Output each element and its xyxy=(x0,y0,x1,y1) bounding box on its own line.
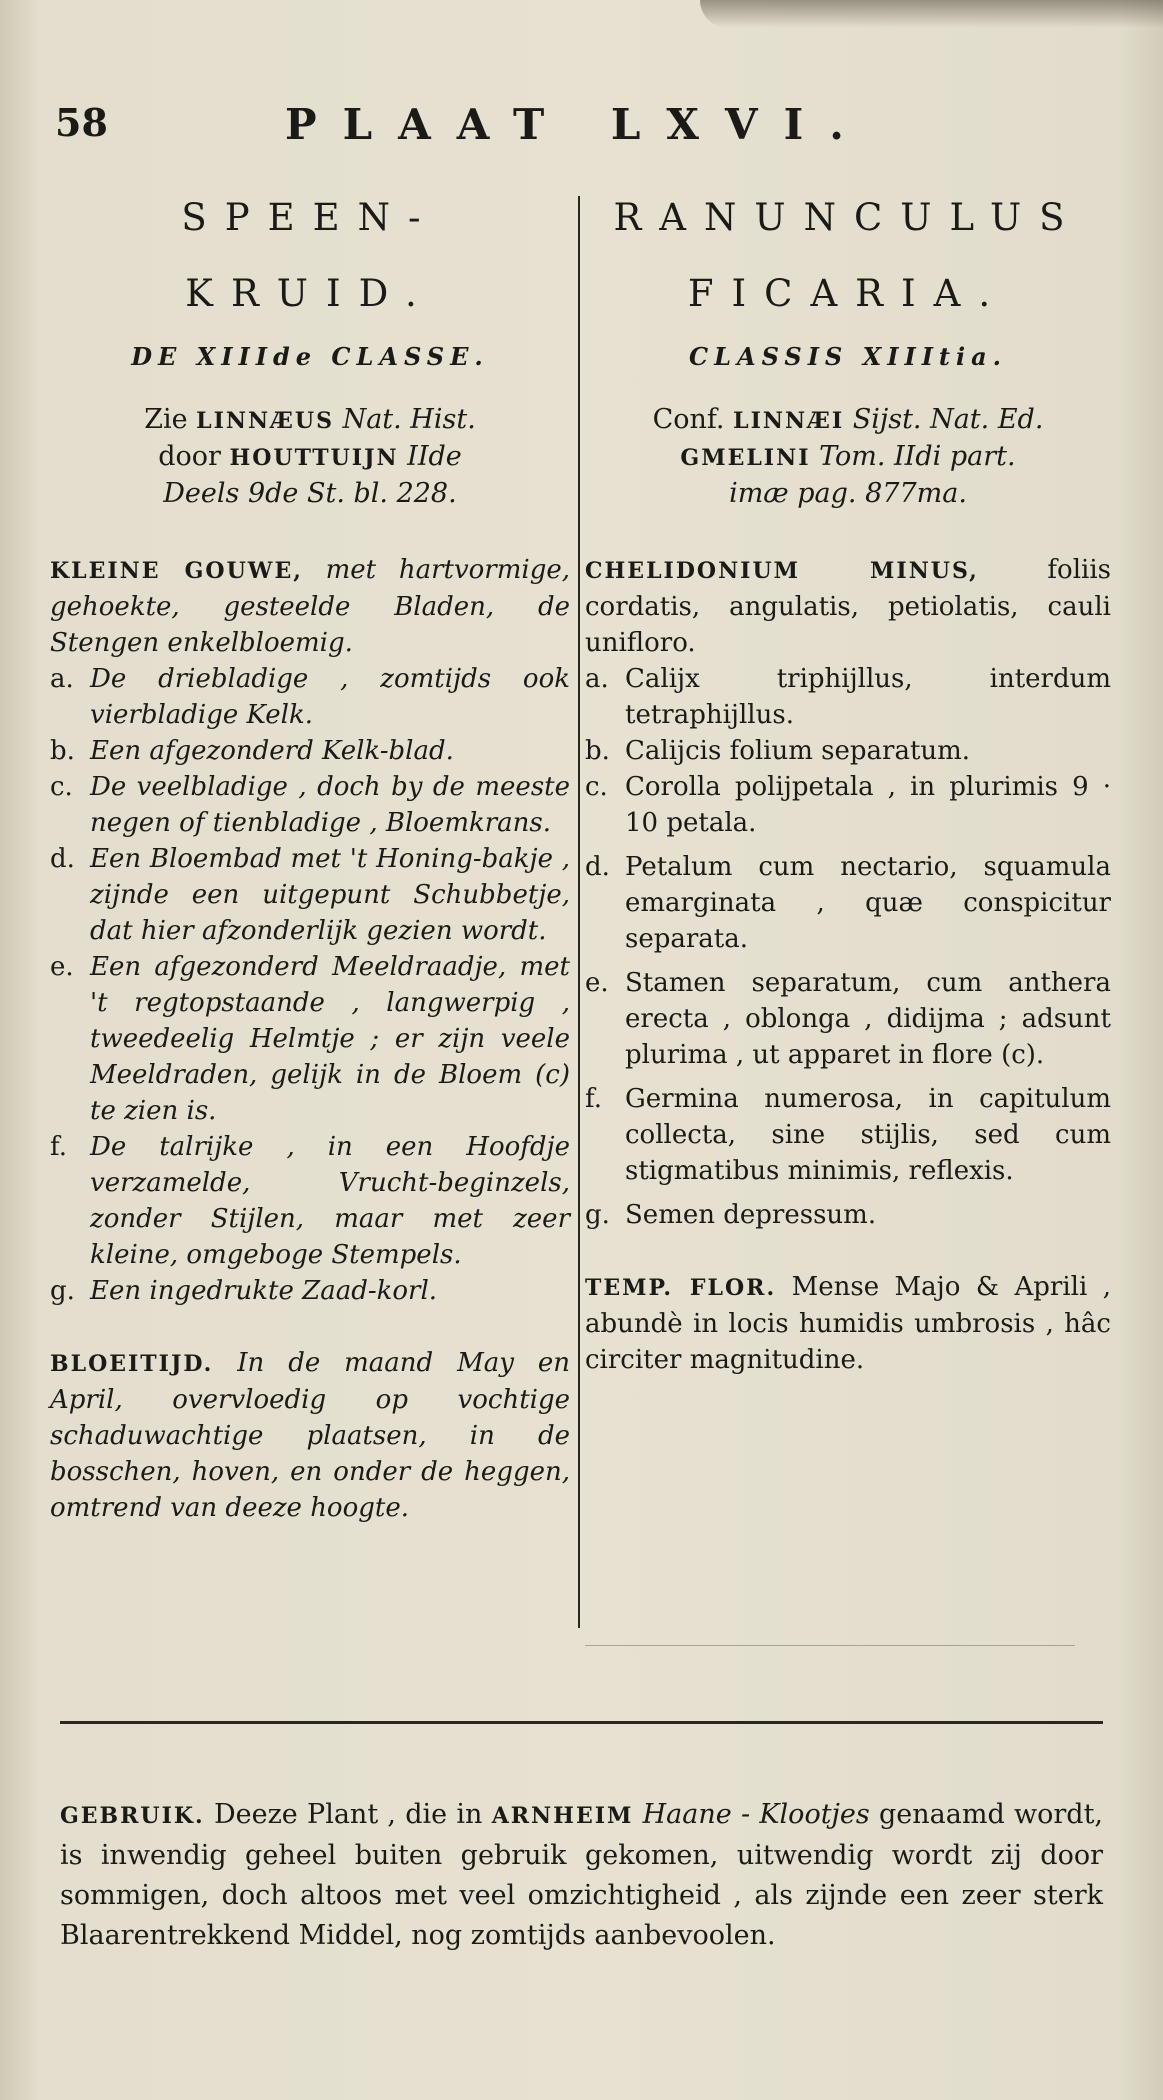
dutch-entry-e xyxy=(50,949,570,1129)
entry-letter: a. xyxy=(50,664,74,694)
dutch-lead xyxy=(50,552,570,661)
usage-local-name: Haane - Klootjes xyxy=(633,1799,870,1830)
entry-text: Semen depressum. xyxy=(625,1200,877,1230)
dutch-entry-g xyxy=(50,1273,570,1309)
ref-page: imæ pag. 877ma. xyxy=(729,478,967,509)
flowering-label: BLOEITIJD. xyxy=(50,1351,214,1377)
entry-letter: f. xyxy=(585,1084,602,1114)
entry-text: Calijcis folium separatum. xyxy=(625,736,971,766)
ref-text: Conf. xyxy=(652,404,734,435)
entry-letter: d. xyxy=(585,852,610,882)
latin-entry-e xyxy=(585,965,1111,1073)
ref-text: Zie xyxy=(144,404,197,435)
ref-author: LINNÆUS xyxy=(196,408,334,434)
dutch-entry-f xyxy=(50,1129,570,1273)
ref-work: Tom. IIdi part. xyxy=(810,441,1016,472)
entry-letter: c. xyxy=(50,772,73,802)
latin-column xyxy=(585,180,1111,1378)
entry-letter: d. xyxy=(50,844,75,874)
plant-name: CHELIDONIUM MINUS, xyxy=(585,558,979,584)
flowering-text: In de maand May en April, overvloedig op vochtige schaduwachtige plaatsen, in de bosschen, hoven, en onder de heggen, omtrend van deeze hoogte. xyxy=(50,1348,570,1523)
latin-title-line-1: RANUNCULUS xyxy=(613,196,1083,239)
dutch-flowering-time xyxy=(50,1345,570,1526)
dutch-title-line-2: KRUID. xyxy=(185,272,435,315)
latin-lead xyxy=(585,552,1111,661)
plant-name: KLEINE GOUWE, xyxy=(50,558,303,584)
entry-text: Een afgezonderd Meeldraadje, met 't regtopstaande , langwerpig , tweedeelig Helmtje ; er zijn veele Meeldraden, gelijk in de Bloem (c) te zien is. xyxy=(90,952,570,1126)
usage-label: GEBRUIK. xyxy=(60,1803,205,1829)
latin-entry-b xyxy=(585,733,1111,769)
ref-work: Sijst. Nat. Ed. xyxy=(844,404,1044,435)
dutch-entry-b xyxy=(50,733,570,769)
latin-entry-f xyxy=(585,1081,1111,1189)
entry-letter: g. xyxy=(50,1276,75,1306)
entry-text: Germina numerosa, in capitulum collecta, sine stijlis, sed cum stigmatibus minimis, reflexis. xyxy=(625,1084,1111,1186)
entry-letter: b. xyxy=(50,736,75,766)
latin-class-line: CLASSIS XIIItia. xyxy=(688,342,1008,371)
ref-author: HOUTTUIJN xyxy=(229,445,399,471)
entry-letter: g. xyxy=(585,1200,610,1230)
entry-text: Een ingedrukte Zaad-korl. xyxy=(90,1276,438,1306)
latin-entry-c xyxy=(585,769,1111,841)
entry-text: Corolla polijpetala , in plurimis 9 · 10 petala. xyxy=(625,772,1111,838)
latin-reference xyxy=(585,402,1111,512)
usage-paragraph xyxy=(60,1795,1103,1956)
entry-letter: e. xyxy=(50,952,74,982)
latin-flowering-time xyxy=(585,1269,1111,1378)
ref-work: Nat. Hist. xyxy=(333,404,476,435)
entry-letter: a. xyxy=(585,664,609,694)
ref-text: door xyxy=(158,441,230,472)
entry-letter: b. xyxy=(585,736,610,766)
dutch-reference xyxy=(50,402,570,512)
latin-entry-d xyxy=(585,849,1111,957)
entry-text: Petalum cum nectario, squamula emarginata , quæ conspicitur separata. xyxy=(625,852,1111,954)
latin-entry-a xyxy=(585,661,1111,733)
page-number: 58 xyxy=(55,100,108,145)
running-title: PLAAT LXVI. xyxy=(285,100,870,149)
dutch-title-line-1: SPEEN- xyxy=(181,196,439,239)
dutch-entry-a xyxy=(50,661,570,733)
entry-text: Een afgezonderd Kelk-blad. xyxy=(90,736,454,766)
entry-text: Calijx triphijllus, interdum tetraphijllus. xyxy=(625,664,1111,730)
flowering-text: Mense Majo & Aprili , abundè in locis humidis umbrosis , hâc circiter magnitudine. xyxy=(585,1272,1112,1375)
dutch-column xyxy=(50,180,570,1526)
latin-title-line-2: FICARIA. xyxy=(687,272,1009,315)
section-divider xyxy=(60,1721,1103,1724)
ref-author: LINNÆI xyxy=(733,408,845,434)
usage-place: ARNHEIM xyxy=(491,1803,634,1829)
latin-entry-g xyxy=(585,1197,1111,1233)
page-edge-shadow xyxy=(700,0,1163,28)
entry-text: Stamen separatum, cum anthera erecta , oblonga , didijma ; adsunt plurima , ut apparet in flore (c). xyxy=(625,968,1111,1070)
column-end-rule xyxy=(585,1645,1075,1646)
dutch-entry-c xyxy=(50,769,570,841)
usage-text: Deeze Plant , die in xyxy=(204,1799,492,1830)
latin-description xyxy=(585,552,1111,1378)
page-header xyxy=(0,100,1163,160)
entry-letter: c. xyxy=(585,772,608,802)
entry-text: De veelbladige , doch by de meeste negen of tienbladige , Bloemkrans. xyxy=(90,772,570,838)
dutch-class-line: DE XIIIde CLASSE. xyxy=(131,342,489,371)
column-divider xyxy=(578,196,580,1628)
entry-text: Een Bloembad met 't Honing-bakje , zijnde een uitgepunt Schubbetje, dat hier afzonderlijk gezien wordt. xyxy=(90,844,570,946)
lead-text: foliis cordatis, angulatis, petiolatis, cauli unifloro. xyxy=(585,555,1111,658)
dutch-entry-d xyxy=(50,841,570,949)
entry-text: De talrijke , in een Hoofdje verzamelde, Vrucht-beginzels, zonder Stijlen, maar met zeer kleine, omgeboge Stempels. xyxy=(90,1132,570,1270)
ref-work: IIde xyxy=(398,441,462,472)
entry-text: De driebladige , zomtijds ook vierbladige Kelk. xyxy=(90,664,570,730)
ref-author: GMELINI xyxy=(680,445,811,471)
entry-letter: f. xyxy=(50,1132,67,1162)
usage-text: genaamd wordt, is inwendig geheel buiten gebruik gekomen, uitwendig wordt zij door sommigen, doch altoos met veel omzichtigheid , als zijnde een zeer sterk Blaarentrekkend Middel, nog zomtijds aanbevoolen. xyxy=(60,1799,1104,1951)
flowering-label: TEMP. FLOR. xyxy=(585,1275,777,1301)
dutch-description xyxy=(50,552,570,1526)
ref-page: Deels 9de St. bl. 228. xyxy=(163,478,457,509)
entry-letter: e. xyxy=(585,968,609,998)
lead-text: met hartvormige, gehoekte, gesteelde Bladen, de Stengen enkelbloemig. xyxy=(50,555,570,658)
